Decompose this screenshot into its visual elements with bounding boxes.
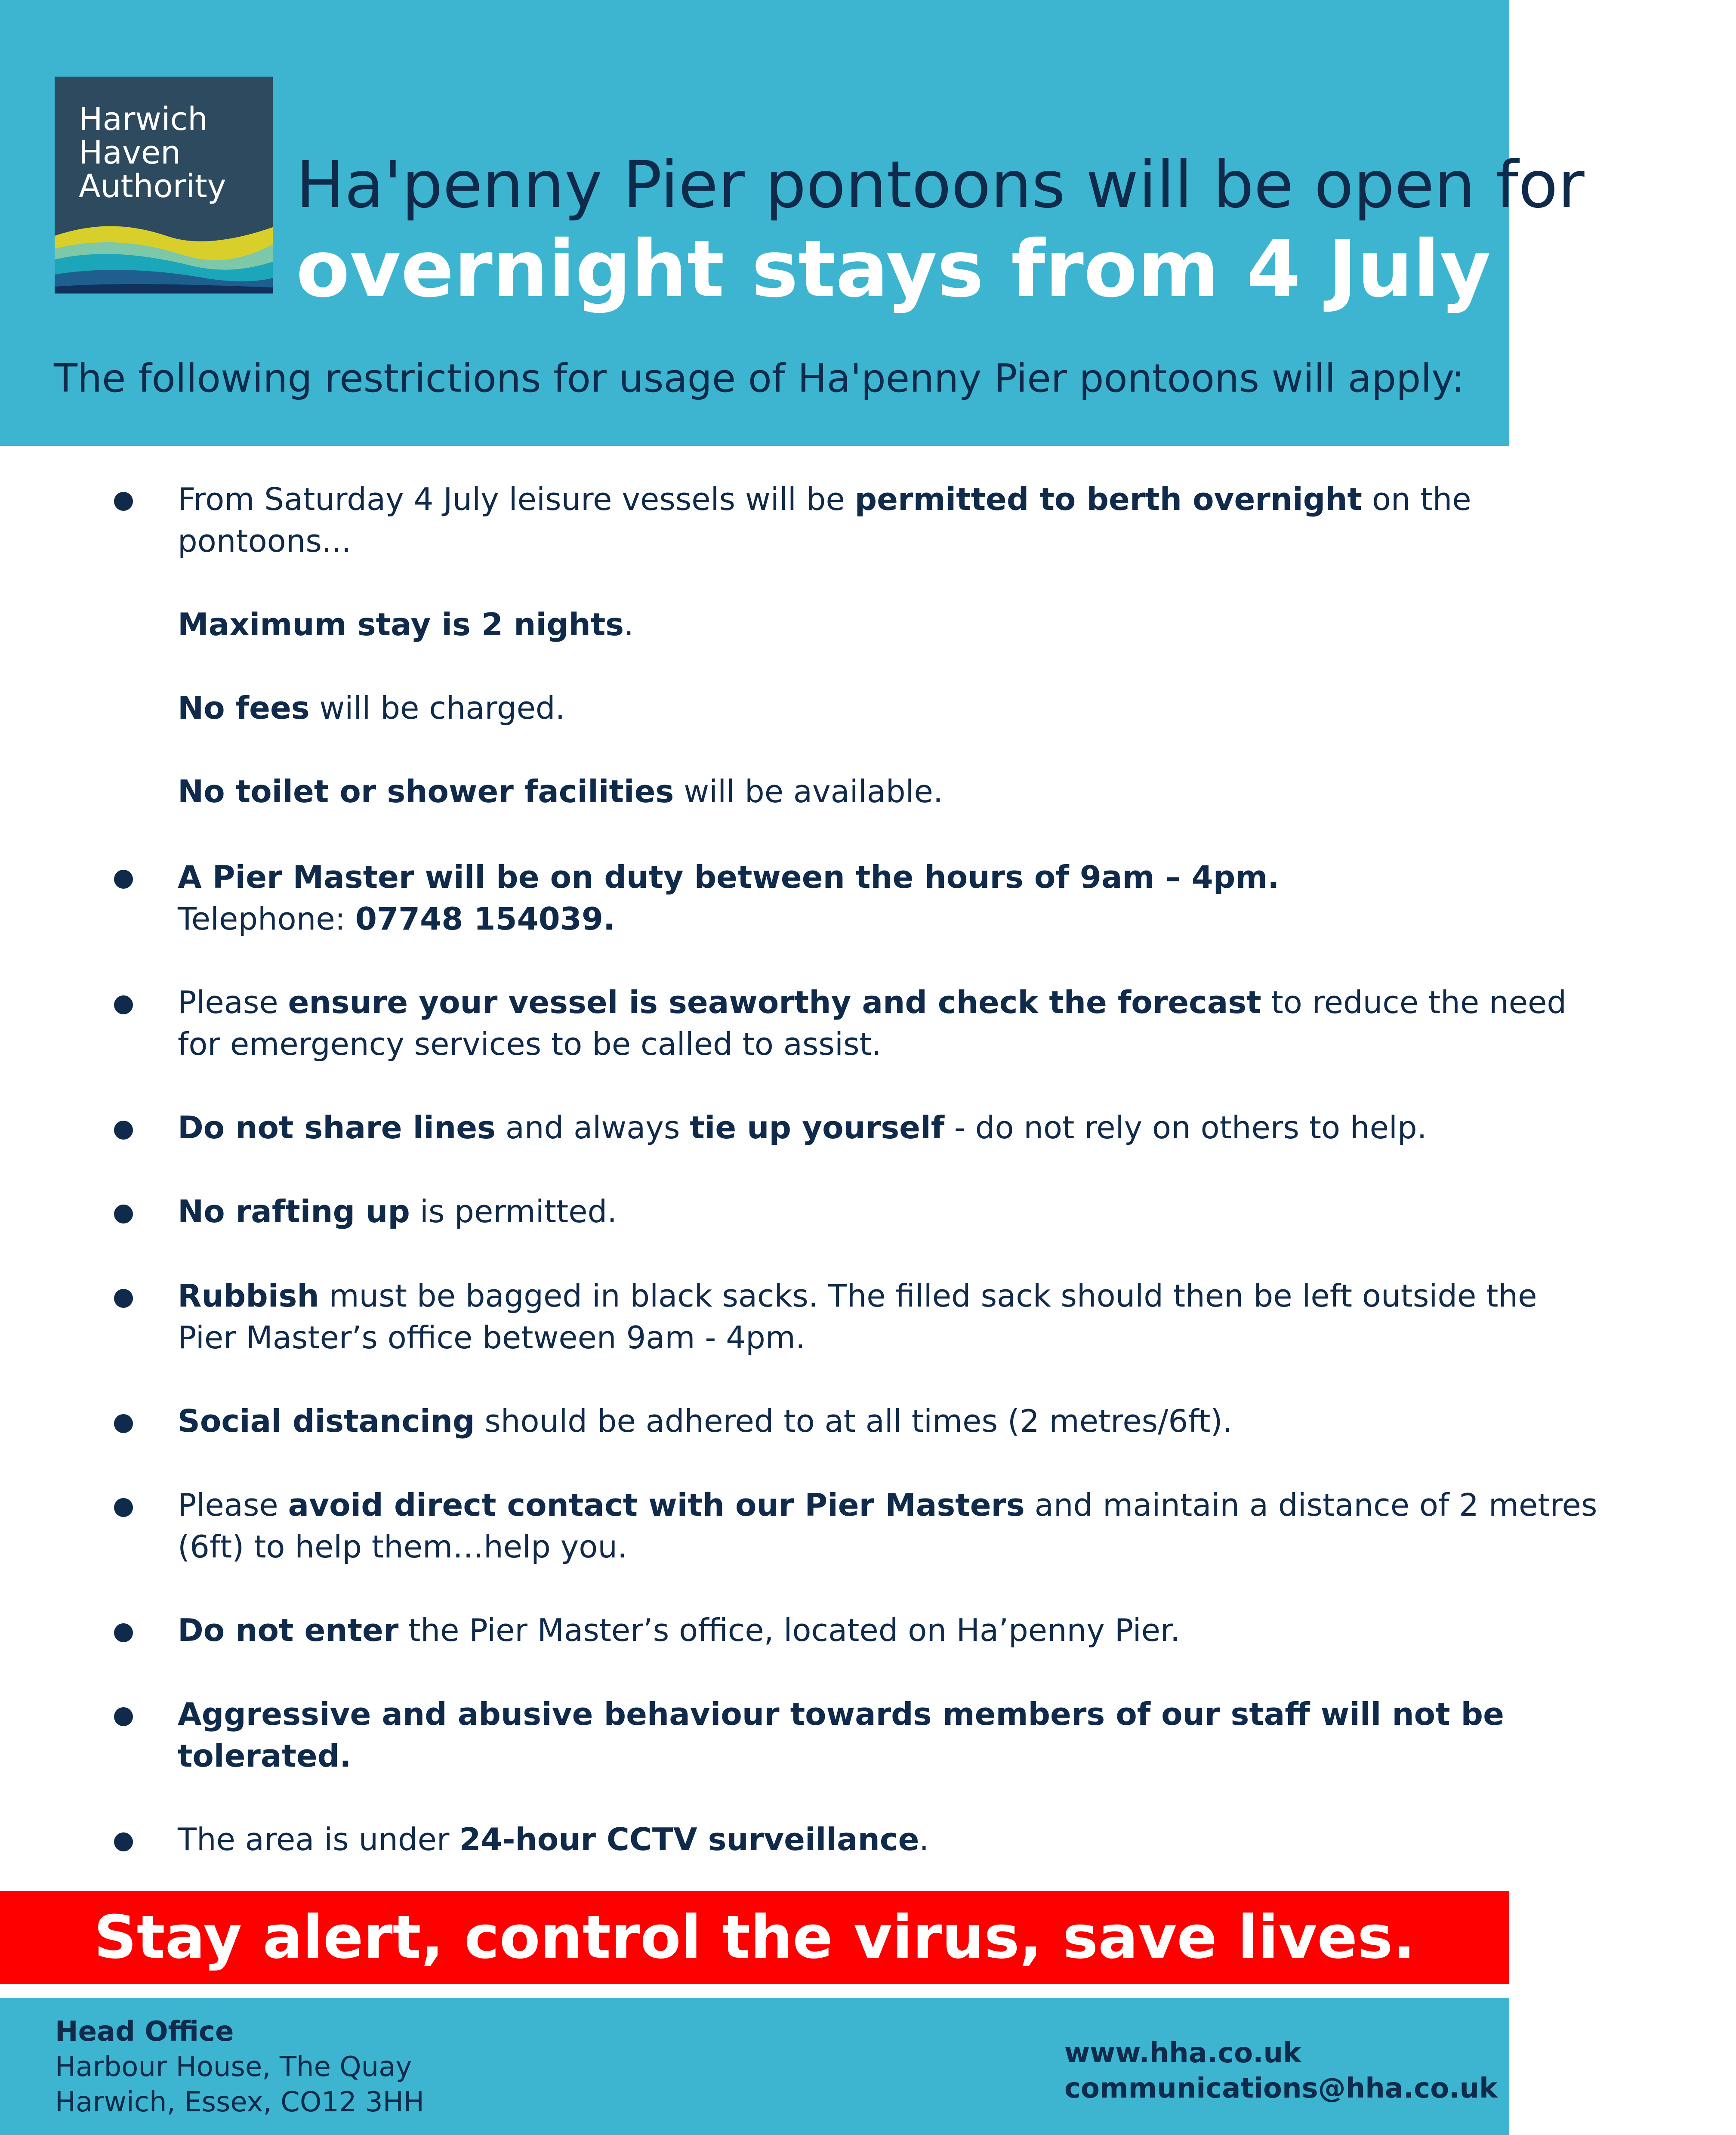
item-text: Please	[178, 984, 288, 1020]
item-bold: Do not share lines	[178, 1109, 496, 1146]
website-link[interactable]: www.hha.co.uk	[1064, 2037, 1301, 2069]
item-bold: A Pier Master will be on duty between the hours of 9am – 4pm.	[178, 859, 1280, 895]
bullet-icon	[114, 492, 133, 511]
list-item-do-not-enter	[178, 1610, 1460, 1651]
item-bold: ensure your vessel is seaworthy and check the forecast	[288, 984, 1261, 1020]
bullet-icon	[114, 1205, 133, 1224]
logo-line-1: Harwich	[79, 101, 208, 138]
list-item-contact	[178, 1484, 1597, 1568]
item-text: Please	[178, 1487, 288, 1523]
bullet-icon	[114, 995, 133, 1014]
item-bold: tolerated.	[178, 1738, 352, 1774]
hha-logo	[55, 77, 273, 294]
email-link[interactable]: communications@hha.co.uk	[1064, 2073, 1498, 2104]
item-text: is permitted.	[410, 1193, 617, 1230]
item-text: on the	[1362, 481, 1471, 517]
title-line-1: Ha'penny Pier pontoons will be open for	[296, 148, 1585, 222]
list-item-pier-master	[178, 856, 1460, 940]
item-text: to reduce the need	[1261, 984, 1567, 1020]
bullet-icon	[114, 1289, 133, 1308]
item-bold: Maximum stay is 2 nights	[178, 606, 624, 643]
title-line-2: overnight stays from 4 July 2020	[296, 223, 1736, 315]
head-office-heading: Head Office	[55, 2016, 234, 2048]
item-bold: permitted to berth overnight	[854, 481, 1362, 517]
item-text: for emergency services to be called to assist.	[178, 1026, 882, 1062]
list-item-rafting	[178, 1191, 1460, 1233]
item-text: The area is under	[178, 1821, 459, 1857]
item-text: will be charged.	[309, 690, 565, 726]
bullet-icon	[114, 870, 133, 889]
item-bold: No fees	[178, 690, 310, 726]
list-item-cctv	[178, 1819, 1460, 1860]
bullet-icon	[114, 1623, 133, 1642]
telephone-number: 07748 154039.	[355, 901, 615, 937]
item-bold: Aggressive and abusive behaviour towards members of our staff will not be	[178, 1696, 1504, 1732]
logo-line-2: Haven	[79, 134, 181, 171]
list-item-rubbish	[178, 1275, 1537, 1359]
logo-text	[79, 102, 226, 203]
bullet-icon	[114, 1414, 133, 1433]
list-item-lines	[178, 1107, 1460, 1149]
logo-waves-icon	[55, 219, 273, 294]
item-bold: Social distancing	[178, 1403, 475, 1439]
list-item-behaviour	[178, 1693, 1504, 1777]
item-bold: avoid direct contact with our Pier Masters	[288, 1487, 1025, 1523]
item-text: .	[624, 606, 634, 643]
list-item-berthing	[178, 479, 1471, 813]
bullet-icon	[114, 1498, 133, 1517]
bullet-icon	[114, 1832, 133, 1851]
slogan-text: Stay alert, control the virus, save lives.	[94, 1903, 1415, 1972]
item-text: .	[919, 1821, 929, 1857]
list-item-social-distancing	[178, 1400, 1460, 1442]
item-text: and maintain a distance of 2 metres	[1024, 1487, 1597, 1523]
footer	[0, 1998, 1509, 2135]
item-text: and always	[495, 1109, 690, 1146]
item-text: pontoons...	[178, 523, 352, 559]
item-bold: Do not enter	[178, 1612, 399, 1648]
item-text: the Pier Master’s office, located on Ha’penny Pier.	[398, 1612, 1180, 1648]
bullet-icon	[114, 1121, 133, 1140]
address-line-1: Harbour House, The Quay	[55, 2051, 412, 2083]
address-line-2: Harwich, Essex, CO12 3HH	[55, 2086, 424, 2118]
item-bold: No rafting up	[178, 1193, 410, 1230]
item-bold: Rubbish	[178, 1278, 319, 1314]
item-text: will be available.	[674, 773, 943, 810]
item-text: (6ft) to help them…help you.	[178, 1529, 627, 1565]
item-text: should be adhered to at all times (2 metres/6ft).	[475, 1403, 1233, 1439]
item-text: must be bagged in black sacks. The filled sack should then be left outside the	[319, 1278, 1537, 1314]
bullet-icon	[114, 1707, 133, 1726]
contact-links	[1064, 2036, 1498, 2106]
item-text: From Saturday 4 July leisure vessels will be	[178, 481, 855, 517]
item-text: - do not rely on others to help.	[944, 1109, 1427, 1146]
item-text: Telephone:	[178, 901, 355, 937]
head-office-address	[55, 2014, 424, 2120]
list-item-seaworthy	[178, 982, 1567, 1065]
item-bold: 24-hour CCTV surveillance	[459, 1821, 919, 1857]
slogan-banner	[0, 1891, 1509, 1984]
item-bold: tie up yourself	[690, 1109, 945, 1146]
logo-line-3: Authority	[79, 168, 226, 205]
item-bold: No toilet or shower facilities	[178, 773, 674, 810]
header	[0, 0, 1736, 446]
intro-text: The following restrictions for usage of Ha'penny Pier pontoons will apply:	[54, 356, 1465, 401]
item-text: Pier Master’s office between 9am - 4pm.	[178, 1319, 805, 1356]
